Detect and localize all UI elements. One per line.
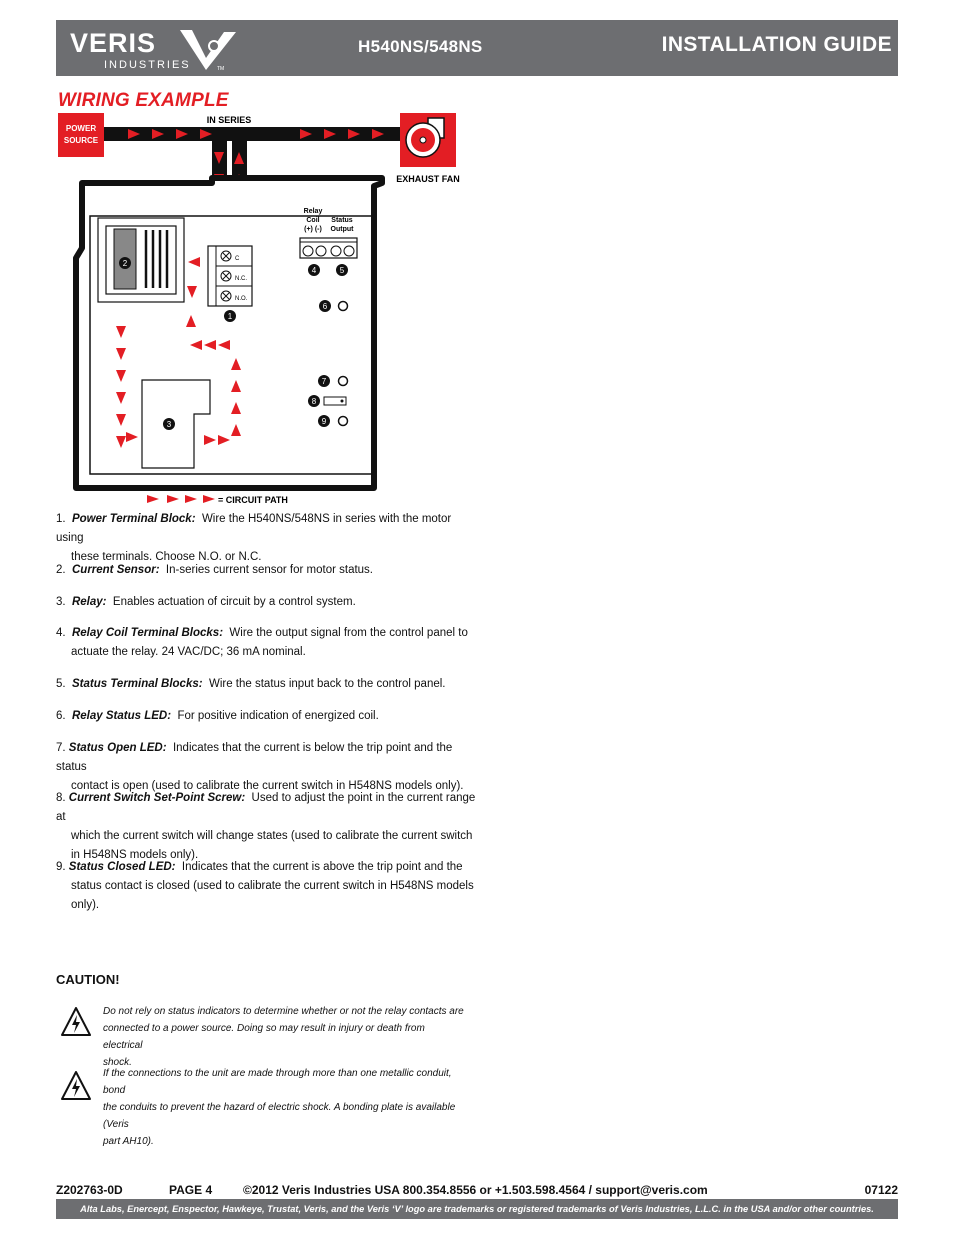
callout-5: 5 xyxy=(339,266,345,275)
doc-id: Z202763-0D xyxy=(56,1183,123,1197)
wiring-diagram xyxy=(56,108,476,508)
guide-title: INSTALLATION GUIDE xyxy=(661,33,892,56)
logo-tm-text: TM xyxy=(217,66,225,72)
logo-sub-text: INDUSTRIES xyxy=(104,59,191,71)
section-title: WIRING EXAMPLE xyxy=(58,90,229,111)
terminal-nc-label: N.C. xyxy=(235,276,247,282)
trademark-bar: Alta Labs, Enercept, Enspector, Hawkeye, Trustat, Veris, and the Veris ‘V’ logo are trademarks or registered trademarks of Veris Industries, L.L.C. in the USA and/or other countries. xyxy=(56,1199,898,1219)
power-source-label-2: SOURCE xyxy=(63,136,99,145)
copyright: ©2012 Veris Industries USA 800.354.8556 or +1.503.598.4564 / support@veris.com xyxy=(243,1183,708,1197)
list-item: 6. Relay Status LED: For positive indication of energized coil. xyxy=(56,710,379,722)
power-source-box xyxy=(58,113,104,157)
relay-coil-label-3: (+) (-) xyxy=(304,226,322,233)
status-open-led xyxy=(339,377,348,386)
relay-status-led xyxy=(339,302,348,311)
veris-logo xyxy=(68,26,238,72)
in-series-label: IN SERIES xyxy=(206,115,252,125)
callout-4: 4 xyxy=(311,266,317,275)
callout-8: 8 xyxy=(311,397,317,406)
callout-1: 1 xyxy=(227,312,233,321)
list-item: 5. Status Terminal Blocks: Wire the status input back to the control panel. xyxy=(56,678,446,690)
revision-code: 07122 xyxy=(864,1183,898,1197)
list-item: 4. Relay Coil Terminal Blocks: Wire the output signal from the control panel to actuate the relay. 24 VAC/DC; 36 mA nominal. xyxy=(56,627,468,658)
status-output-label-2: Output xyxy=(330,226,354,233)
power-source-label-1: POWER xyxy=(65,124,97,133)
list-item: 7. Status Open LED: Indicates that the current is below the trip point and the status contact is open (used to calibrate the current switch in H548NS models only). xyxy=(56,742,464,792)
high-voltage-warning-icon xyxy=(60,1006,92,1038)
callout-9: 9 xyxy=(321,417,327,426)
circuit-path-legend-label: = CIRCUIT PATH xyxy=(218,495,288,505)
page-header xyxy=(56,20,898,76)
model-number: H540NS/548NS xyxy=(358,37,483,56)
status-closed-led xyxy=(339,417,348,426)
caution-warning-1: Do not rely on status indicators to determine whether or not the relay contacts are connected to a power source. Doing so may result in injury or death from electrical shock. xyxy=(103,1006,464,1068)
callout-2: 2 xyxy=(122,259,128,268)
terminal-c-label: C xyxy=(235,256,240,262)
exhaust-fan-label: EXHAUST FAN xyxy=(396,174,460,184)
callout-7: 7 xyxy=(321,377,327,386)
list-item: 9. Status Closed LED: Indicates that the current is above the trip point and the status contact is closed (used to calibrate the current switch in H548NS models only). xyxy=(56,861,474,911)
relay-coil-label-2: Coil xyxy=(306,217,320,224)
list-item: 1. Power Terminal Block: Wire the H540NS/548NS in series with the motor using these terminals. Choose N.O. or N.C. xyxy=(56,513,452,563)
caution-title: CAUTION! xyxy=(56,972,120,987)
status-output-label-1: Status xyxy=(331,217,353,224)
circuit-path-legend-arrows xyxy=(147,495,215,503)
list-item: 8. Current Switch Set-Point Screw: Used to adjust the point in the current range at which the current switch will change states (used to calibrate the current switch in H548NS models only). xyxy=(56,792,476,861)
caution-warning-2: If the connections to the unit are made through more than one metallic conduit, bond the conduits to prevent the hazard of electric shock. A bonding plate is available (Veris part AH10). xyxy=(103,1068,456,1147)
page-number: PAGE 4 xyxy=(169,1183,213,1197)
high-voltage-warning-icon xyxy=(60,1070,92,1102)
callout-6: 6 xyxy=(322,302,328,311)
list-item: 2. Current Sensor: In-series current sensor for motor status. xyxy=(56,564,373,576)
terminal-no-label: N.O. xyxy=(235,296,248,302)
logo-brand-text: VERIS xyxy=(70,28,157,58)
list-item: 3. Relay: Enables actuation of circuit by a control system. xyxy=(56,596,356,608)
callout-3: 3 xyxy=(166,420,172,429)
relay-coil-label-1: Relay xyxy=(303,208,323,215)
